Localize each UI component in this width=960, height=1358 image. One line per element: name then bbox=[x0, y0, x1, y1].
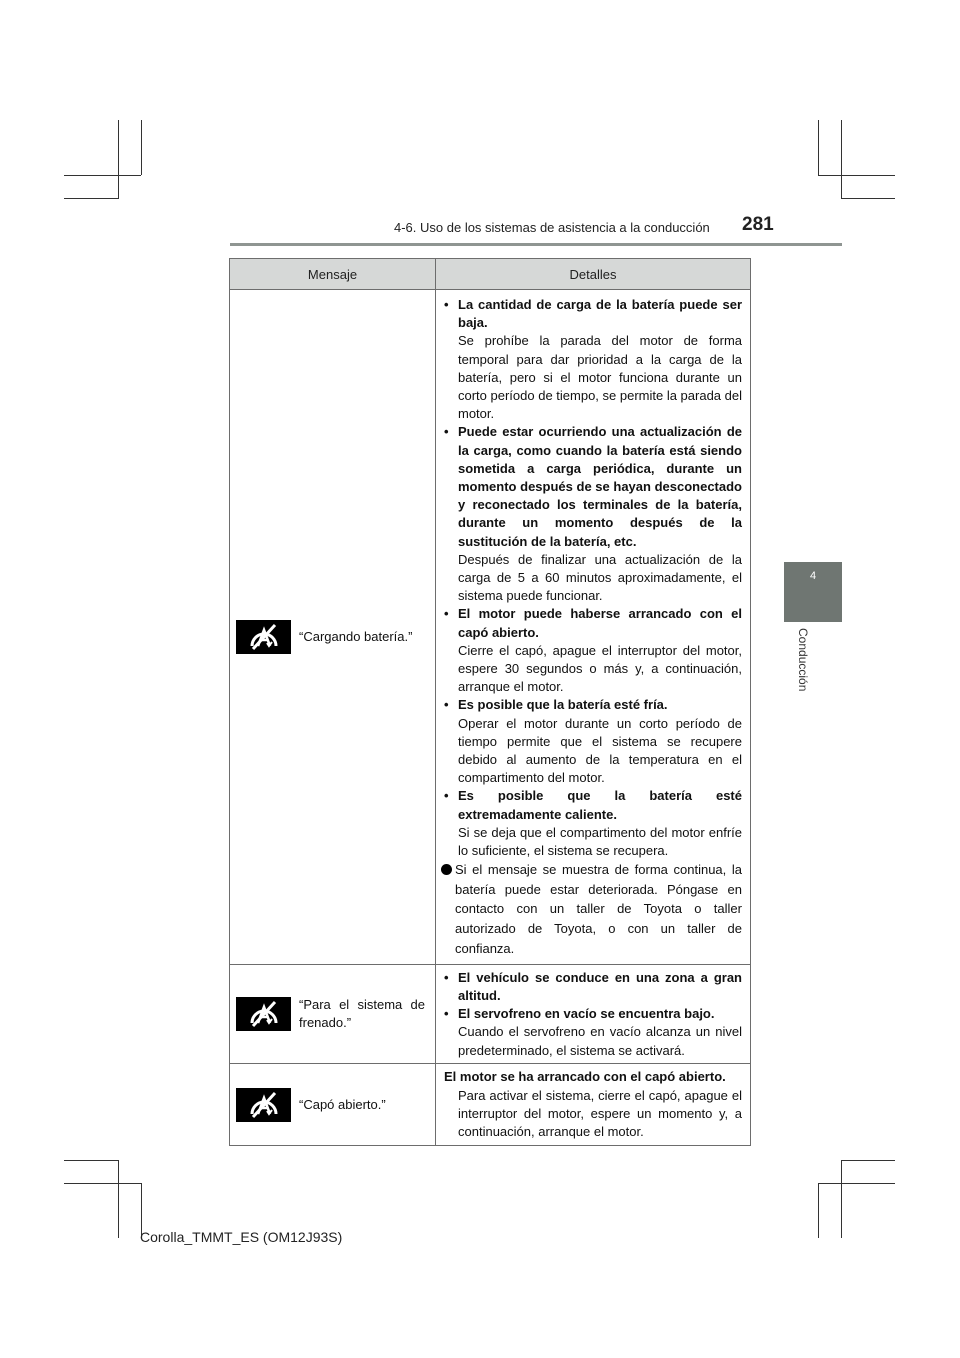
crop-mark bbox=[818, 120, 819, 175]
note-text: Si el mensaje se muestra de forma continua, la batería puede estar deteriorada. Póngase en contacto con un taller de Toyota o taller autorizado de Toyota, o con un taller de confianza. bbox=[455, 862, 742, 956]
bullet: • bbox=[444, 788, 449, 804]
message-cell bbox=[230, 965, 436, 1064]
item-title: El vehículo se conduce en una zona a gran altitud. bbox=[458, 969, 742, 1003]
item-title: El motor se ha arrancado con el capó abierto. bbox=[444, 1069, 726, 1085]
table-row bbox=[230, 965, 751, 1064]
engine-start-stop-unavailable-icon bbox=[236, 1088, 291, 1122]
crop-mark bbox=[818, 1183, 819, 1238]
table-row bbox=[230, 1064, 751, 1146]
bullet: • bbox=[444, 424, 449, 440]
engine-start-stop-unavailable-icon bbox=[236, 997, 291, 1031]
list-item bbox=[444, 605, 742, 696]
table-row bbox=[230, 290, 751, 965]
crop-mark bbox=[64, 1183, 141, 1184]
item-text: Operar el motor durante un corto período de tiempo permite que el sistema se recupere debido al aumento de la temperatura en el compartimento del motor. bbox=[458, 715, 742, 786]
list-item bbox=[444, 696, 742, 787]
chapter-label: Conducción bbox=[796, 628, 810, 692]
bullet: • bbox=[444, 606, 449, 622]
table-header-row bbox=[230, 259, 751, 290]
list-item bbox=[444, 296, 742, 423]
message-cell bbox=[230, 290, 436, 965]
crop-mark bbox=[841, 1160, 842, 1238]
crop-mark bbox=[64, 175, 141, 176]
crop-mark bbox=[64, 198, 119, 199]
bullet: • bbox=[444, 297, 449, 312]
bullet: • bbox=[444, 697, 449, 713]
column-header-mensaje: Mensaje bbox=[230, 259, 436, 290]
list-item bbox=[444, 423, 742, 605]
engine-start-stop-unavailable-icon bbox=[236, 620, 291, 654]
note-item bbox=[444, 860, 742, 958]
message-cell bbox=[230, 1064, 436, 1146]
circle-bullet-icon bbox=[441, 864, 452, 875]
item-title: Puede estar ocurriendo una actualización de la carga, como cuando la batería está siendo sometida a carga periódica, durante un momento después de se hayan desconectado y reconectado los terminales de la batería, durante un momento después de la sustitución de la batería, etc. bbox=[458, 424, 742, 549]
chapter-number: 4 bbox=[809, 570, 817, 582]
item-text: Si se deja que el compartimento del motor enfríe lo suficiente, el sistema se recupera. bbox=[458, 824, 742, 859]
item-text: Se prohíbe la parada del motor de forma temporal para dar prioridad a la carga de la batería, pero si el motor funciona durante un corto período de tiempo, se permite la parada del motor. bbox=[458, 333, 743, 422]
item-title: El motor puede haberse arrancado con el capó abierto. bbox=[458, 606, 742, 640]
item-text: Cierre el capó, apague el interruptor del motor, espere 30 segundos o más y, a continuación, arranque el motor. bbox=[458, 642, 742, 695]
crop-mark bbox=[818, 175, 895, 176]
chapter-tab bbox=[784, 562, 842, 622]
item-text: Cuando el servofreno en vacío alcanza un nivel predeterminado, el sistema se activará. bbox=[458, 1024, 742, 1058]
list-item bbox=[444, 969, 742, 1005]
crop-mark bbox=[118, 1160, 119, 1238]
list-item bbox=[444, 787, 742, 860]
page-number: 281 bbox=[742, 214, 774, 235]
footer-document-code: Corolla_TMMT_ES (OM12J93S) bbox=[140, 1229, 343, 1245]
item-text: Para activar el sistema, cierre el capó, apague el interruptor del motor, espere un momento y, a continuación, arranque el motor. bbox=[458, 1087, 742, 1139]
message-text: “Cargando batería.” bbox=[299, 629, 413, 645]
message-text: “Para el sistema de frenado.” bbox=[299, 997, 425, 1031]
section-title: 4-6. Uso de los sistemas de asistencia a la conducción bbox=[394, 220, 710, 235]
message-text: “Capó abierto.” bbox=[299, 1096, 386, 1112]
crop-mark bbox=[841, 198, 895, 199]
crop-mark bbox=[818, 1183, 895, 1184]
crop-mark bbox=[841, 1160, 895, 1161]
bullet: • bbox=[444, 969, 449, 985]
details-cell bbox=[436, 1064, 751, 1146]
item-text: Después de finalizar una actualización de la carga de 5 a 60 minutos aproximadamente, el sistema puede funcionar. bbox=[458, 551, 742, 604]
message-table bbox=[229, 258, 751, 1146]
item-title: Es posible que la batería esté fría. bbox=[458, 697, 668, 713]
crop-mark bbox=[64, 1160, 119, 1161]
item-title: La cantidad de carga de la batería puede ser baja. bbox=[458, 297, 742, 331]
item-title: El servofreno en vacío se encuentra bajo. bbox=[458, 1006, 715, 1022]
crop-mark bbox=[118, 120, 119, 198]
item-title: Es posible que la batería esté extremadamente caliente. bbox=[458, 788, 742, 822]
header-divider bbox=[230, 243, 842, 246]
bullet: • bbox=[444, 1006, 449, 1022]
column-header-detalles: Detalles bbox=[436, 259, 751, 290]
details-cell bbox=[436, 290, 751, 965]
crop-mark bbox=[141, 120, 142, 175]
list-item bbox=[444, 1005, 742, 1060]
crop-mark bbox=[841, 120, 842, 198]
details-cell bbox=[436, 965, 751, 1064]
